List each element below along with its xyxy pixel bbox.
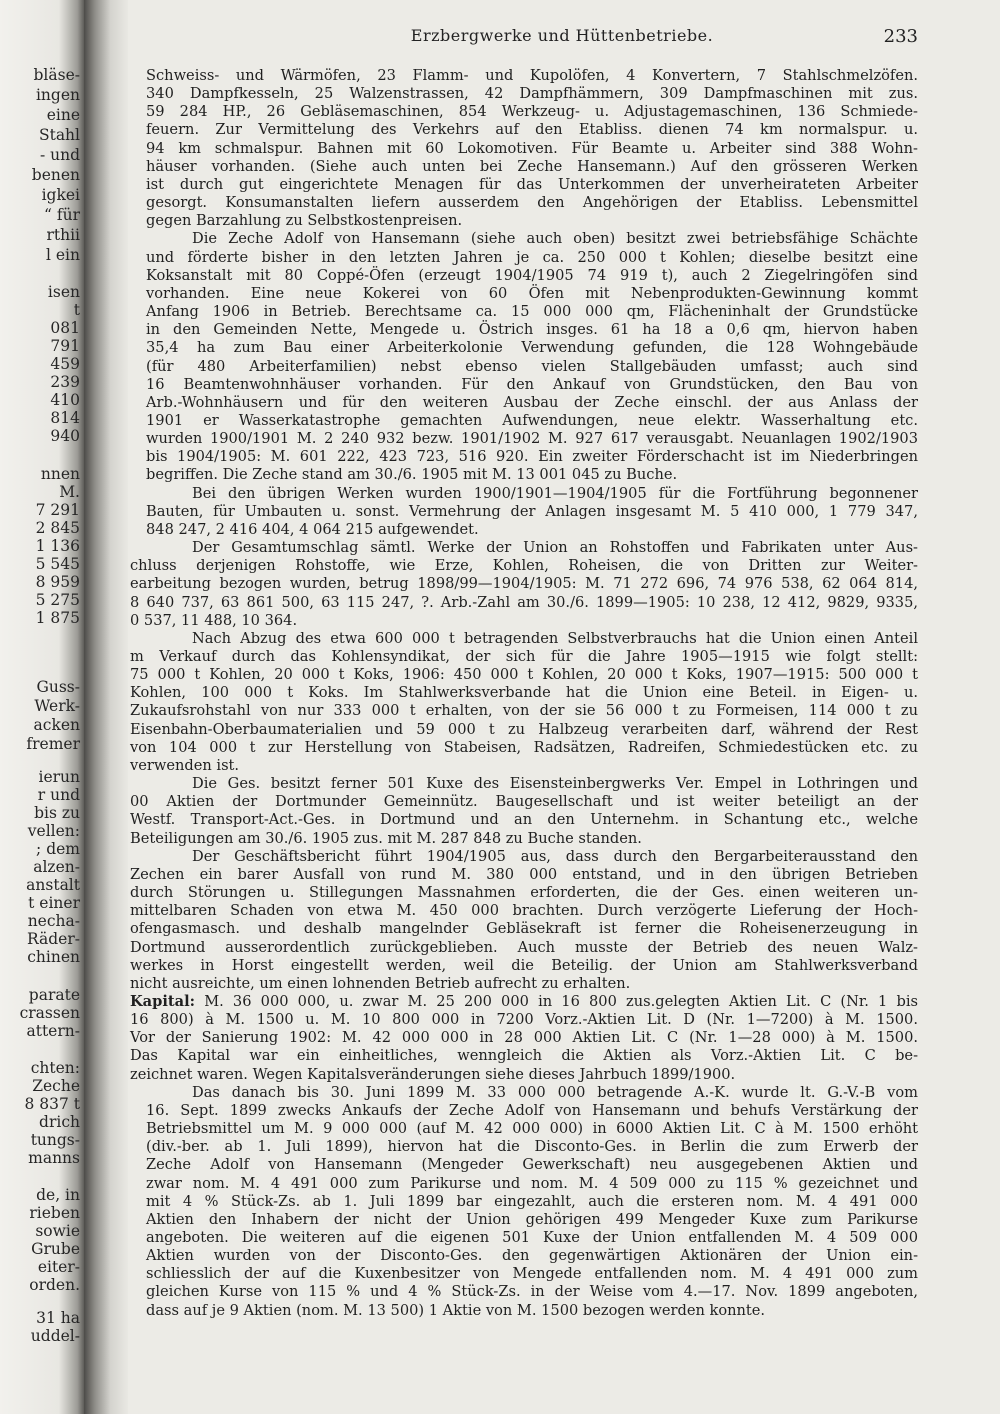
text-line: Zeche Adolf von Hansemann (Mengeder Gewerkschaft) neu ausgegebenen Aktien und bbox=[146, 1156, 918, 1174]
previous-page-fragment: 5 545 bbox=[35, 555, 80, 573]
text-line: Westf. Transport-Act.-Ges. in Dortmund und an den Unternehm. in Schantung etc., welche bbox=[130, 811, 918, 829]
previous-page-fragment: 8 837 t bbox=[24, 1095, 80, 1113]
previous-page-fragment: M. bbox=[59, 483, 80, 501]
text-line: und förderte bisher in den letzten Jahren je ca. 250 000 t Kohlen; dieselbe besitzt eine bbox=[146, 248, 918, 266]
text-line: Der Geschäftsbericht führt 1904/1905 aus, dass durch den Bergarbeiterausstand den bbox=[192, 847, 918, 865]
text-line: 1901 er Wasserkatastrophe gemachten Aufwendungen, neue elektr. Wasserhaltung etc. bbox=[146, 411, 918, 429]
text-line: Koksanstalt mit 80 Coppé-Öfen (erzeugt 1904/1905 74 919 t), auch 2 Ziegelringöfen sind bbox=[146, 266, 918, 284]
text-line: Eisenbahn-Oberbaumaterialien und 59 000 t zu Halbzeug verarbeiten darf, während der Rest bbox=[130, 720, 918, 738]
previous-page-fragment: isen bbox=[47, 283, 80, 301]
previous-page-fragment: sowie bbox=[35, 1222, 80, 1240]
text-line: wurden 1900/1901 M. 2 240 932 bezw. 1901/1902 M. 927 617 verausgabt. Neuanlagen 1902/1903 bbox=[146, 430, 918, 448]
text-line: von 104 000 t zur Herstellung von Stabeisen, Radsätzen, Radreifen, Schmiedestücken etc. zu bbox=[130, 738, 918, 756]
text-line: Die Zeche Adolf von Hansemann (siehe auch oben) besitzt zwei betriebsfähige Schächte bbox=[192, 230, 918, 248]
previous-page-fragment: 7 291 bbox=[35, 501, 80, 519]
previous-page-fragment: 1 875 bbox=[35, 609, 80, 627]
previous-page-fragment: benen bbox=[31, 166, 80, 184]
text-line: zeichnet waren. Wegen Kapitalsveränderungen siehe dieses Jahrbuch 1899/1900. bbox=[130, 1065, 736, 1083]
previous-page-fragment: eiter- bbox=[37, 1258, 80, 1276]
previous-page-fragment: anstalt bbox=[26, 876, 80, 894]
text-line: durch Störungen u. Stillegungen Massnahmen erforderten, die der Ges. einen weiteren un- bbox=[130, 884, 918, 902]
previous-page-fragment: bis zu bbox=[34, 804, 80, 822]
previous-page-fragment: bläse- bbox=[33, 66, 80, 84]
text-line: Zukaufsrohstahl von nur 333 000 t erhalten, von der sie 56 000 t zu Formeisen, 114 000 t zu bbox=[130, 702, 918, 720]
previous-page-fragment: ierun bbox=[38, 768, 80, 786]
previous-page-fragment: chinen bbox=[27, 948, 80, 966]
paragraph bbox=[130, 847, 918, 993]
previous-page-fragment: Zeche bbox=[32, 1077, 80, 1095]
body-text bbox=[130, 67, 918, 1320]
text-line: chluss derjenigen Rohstoffe, wie Erze, Kohlen, Roheisen, die von Dritten zur Weiter- bbox=[130, 557, 918, 575]
previous-page-fragment: 2 845 bbox=[35, 519, 80, 537]
previous-page-fragment: tungs- bbox=[30, 1131, 80, 1149]
text-line: Nach Abzug des etwa 600 000 t betragenden Selbstverbrauchs hat die Union einen Anteil bbox=[192, 629, 918, 647]
text-line: nicht ausreichte, um einen lohnenden Betrieb aufrecht zu erhalten. bbox=[130, 974, 631, 992]
text-line: Vor der Sanierung 1902: M. 42 000 000 in 28 000 Aktien Lit. C (Nr. 1—28 000) à M. 1500. bbox=[130, 1029, 918, 1047]
previous-page-fragment: nnen bbox=[40, 465, 80, 483]
previous-page-fragment: necha- bbox=[27, 912, 80, 930]
text-line: Betriebsmittel um M. 9 000 000 (auf M. 42 000 000) in 6000 Aktien Lit. C à M. 1500 erhöht bbox=[146, 1120, 918, 1138]
previous-page-fragment: drich bbox=[39, 1113, 80, 1131]
previous-page-fragment: rieben bbox=[29, 1204, 80, 1222]
previous-page-fragment: rthii bbox=[46, 226, 80, 244]
paragraph bbox=[146, 1084, 918, 1320]
text-line: 00 Aktien der Dortmunder Gemeinnütz. Baugesellschaft und ist weiter beteiligt an der bbox=[130, 793, 918, 811]
previous-page-fragment: 8 959 bbox=[35, 573, 80, 591]
previous-page-fragment: de, in bbox=[36, 1186, 80, 1204]
text-line: Aktien den Inhabern der nicht der Union gehörigen 499 Mengeder Kuxe zum Parikurse bbox=[146, 1210, 918, 1228]
paragraph bbox=[130, 539, 918, 630]
previous-page-fragment: acken bbox=[33, 716, 80, 734]
previous-page-fragment: eine bbox=[46, 106, 80, 124]
text-line: häuser vorhanden. (Siehe auch unten bei Zeche Hansemann.) Auf den grösseren Werken bbox=[146, 157, 918, 175]
previous-page-fragment: 1 136 bbox=[35, 537, 80, 555]
previous-page-fragment: attern- bbox=[26, 1022, 80, 1040]
text-line: 59 284 HP., 26 Gebläsemaschinen, 854 Werkzeug- u. Adjustagemaschinen, 136 Schmiede- bbox=[146, 103, 918, 121]
text-line: zwar nom. M. 4 491 000 zum Parikurse und nom. M. 4 509 000 zu 115 % gezeichnet und bbox=[146, 1174, 918, 1192]
previous-page-fragment: l ein bbox=[46, 246, 80, 264]
previous-page-fragment: ; dem bbox=[36, 840, 80, 858]
previous-page-fragment: r und bbox=[37, 786, 80, 804]
previous-page-fragment: 940 bbox=[50, 427, 80, 445]
previous-page-fragment: 791 bbox=[50, 337, 80, 355]
text-line: Die Ges. besitzt ferner 501 Kuxe des Eisensteinbergwerks Ver. Empel in Lothringen und bbox=[192, 775, 918, 793]
paragraph bbox=[130, 629, 918, 775]
text-line: 16. Sept. 1899 zwecks Ankaufs der Zeche Adolf von Hansemann und behufs Verstärkung der bbox=[146, 1101, 918, 1119]
book-gutter bbox=[84, 0, 128, 1414]
page-number: 233 bbox=[883, 26, 918, 47]
previous-page-fragment: manns bbox=[28, 1149, 80, 1167]
previous-page-fragment: ingen bbox=[35, 86, 80, 104]
text-line: 75 000 t Kohlen, 20 000 t Koks, 1906: 450 000 t Kohlen, 20 000 t Koks, 1907—1915: 500 000 t bbox=[130, 666, 918, 684]
text-line: angeboten. Die weiteren auf die eigenen 501 Kuxe der Union entfallenden M. 4 509 000 bbox=[146, 1229, 918, 1246]
text-line: gleichen Kurse von 115 % und 4 % Stück-Zs. in der Weise vom 4.—17. Nov. 1899 angeboten, bbox=[146, 1283, 918, 1301]
text-line: Arb.-Wohnhäusern und für den weiteren Ausbau der Zeche einschl. der aus Anlass der bbox=[146, 393, 918, 411]
text-line-content: M. 36 000 000, u. zwar M. 25 200 000 in 16 800 zus.gelegten Aktien Lit. C (Nr. 1 bis bbox=[195, 992, 918, 1010]
previous-page-fragment: chten: bbox=[30, 1059, 80, 1077]
page bbox=[130, 0, 918, 1414]
text-line: bis 1904/1905: M. 601 222, 423 723, 516 920. Ein zweiter Förderschacht ist im Niederbringen bbox=[146, 448, 918, 466]
text-line: Das danach bis 30. Juni 1899 M. 33 000 000 betragende A.-K. wurde lt. G.-V.-B vom bbox=[192, 1083, 918, 1101]
previous-page-fragment: orden. bbox=[29, 1276, 80, 1294]
previous-page-fragment: “ für bbox=[44, 206, 80, 224]
text-line: ist durch gut eingerichtete Menagen für das Unterkommen der unverheirateten Arbeiter bbox=[146, 175, 918, 193]
text-line: 94 km schmalspur. Bahnen mit 60 Lokomotiven. Für Beamte u. Arbeiter sind 388 Wohn- bbox=[146, 139, 918, 157]
text-line: in den Gemeinden Nette, Mengede u. Östrich insges. 61 ha 18 a 0,6 qm, hiervon haben bbox=[146, 321, 918, 339]
previous-page-fragment: 239 bbox=[50, 373, 80, 391]
text-line: begriffen. Die Zeche stand am 30./6. 1905 mit M. 13 001 045 zu Buche. bbox=[146, 466, 678, 484]
text-line: Bei den übrigen Werken wurden 1900/1901—1904/1905 für die Fortführung begonnener bbox=[192, 484, 918, 502]
text-line: 8 640 737, 63 861 500, 63 115 247, ?. Arb.-Zahl am 30./6. 1899—1905: 10 238, 12 412, 9829, 9335, bbox=[130, 593, 918, 611]
text-line: schliesslich der auf die Kuxenbesitzer von Mengede entfallenden nom. M. 4 491 000 zum bbox=[146, 1265, 918, 1283]
text-line: vorhanden. Eine neue Kokerei von 60 Öfen mit Nebenprodukten-Gewinnung kommt bbox=[146, 284, 918, 302]
text-line: Das Kapital war ein einheitliches, wenngleich die Aktien als Vorz.-Aktien Lit. C be- bbox=[130, 1047, 918, 1065]
previous-page-fragment: Guss- bbox=[36, 678, 80, 696]
previous-page-fragment: Grube bbox=[31, 1240, 80, 1258]
previous-page-fragment: - und bbox=[39, 146, 80, 164]
text-line: gesorgt. Konsumanstalten liefern ausserdem den Angehörigen der Etabliss. Lebensmittel bbox=[146, 194, 918, 212]
text-line: Zechen ein barer Ausfall von rund M. 380 000 entstand, und in den übrigen Betrieben bbox=[130, 865, 918, 883]
text-line: verwenden ist. bbox=[130, 756, 240, 774]
text-line: (für 480 Arbeiterfamilien) nebst ebenso vielen Stallgebäuden umfasst; auch sind bbox=[146, 357, 918, 375]
text-line: Der Gesamtumschlag sämtl. Werke der Union an Rohstoffen und Fabrikaten unter Aus- bbox=[192, 539, 918, 557]
text-line: 35,4 ha zum Bau einer Arbeiterkolonie Verwendung gefunden, die 128 Wohngebäude bbox=[146, 339, 918, 357]
text-line: Schweiss- und Wärmöfen, 23 Flamm- und Kupolöfen, 4 Konvertern, 7 Stahlschmelzöfen. bbox=[146, 67, 918, 84]
text-line: Anfang 1906 in Betrieb. Berechtsame ca. 15 000 000 qm, Flächeninhalt der Grundstücke bbox=[146, 303, 918, 321]
text-line: 340 Dampfkesseln, 25 Walzenstrassen, 42 Dampfhämmern, 309 Dampfmaschinen mit zus. bbox=[146, 85, 918, 103]
text-line: 848 247, 2 416 404, 4 064 215 aufgewendet. bbox=[146, 520, 479, 538]
text-line: gegen Barzahlung zu Selbstkostenpreisen. bbox=[146, 212, 463, 230]
paragraph bbox=[146, 230, 918, 484]
text-line: Kohlen, 100 000 t Koks. Im Stahlwerksverbande hat die Union eine Beteil. in Eigen- u. bbox=[130, 684, 918, 702]
text-line: werkes in Horst eingestellt werden, weil die Beteilig. der Union am Stahlwerksverband bbox=[130, 956, 918, 974]
text-line: 16 Beamtenwohnhäuser vorhanden. Für den Ankauf von Grundstücken, den Bau von bbox=[146, 375, 918, 393]
previous-page-edge bbox=[0, 0, 84, 1414]
text-line: feuern. Zur Vermittelung des Verkehrs auf den Etabliss. dienen 74 km normalspur. u. bbox=[146, 121, 918, 139]
previous-page-fragment: Räder- bbox=[26, 930, 80, 948]
previous-page-fragment: uddel- bbox=[30, 1327, 80, 1345]
previous-page-fragment: Stahl bbox=[38, 126, 80, 144]
previous-page-fragment: crassen bbox=[19, 1004, 80, 1022]
previous-page-fragment: 31 ha bbox=[36, 1309, 80, 1327]
text-line: ofengasmasch. und deshalb mangelnder Gebläsekraft ist ferner die Roheisenerzeugung in bbox=[130, 920, 918, 938]
running-title: Erzbergwerke und Hüttenbetriebe. bbox=[410, 26, 714, 45]
text-line: Bauten, für Umbauten u. sonst. Vermehrung der Anlagen insgesamt M. 5 410 000, 1 779 347, bbox=[146, 502, 918, 520]
text-line: 16 800) à M. 1500 u. M. 10 800 000 in 7200 Vorz.-Aktien Lit. D (Nr. 1—7200) à M. 1500. bbox=[130, 1011, 918, 1029]
previous-page-fragment: 410 bbox=[50, 391, 80, 409]
previous-page-fragment: alzen- bbox=[33, 858, 80, 876]
text-line: Aktien wurden von der Disconto-Ges. den gegenwärtigen Aktionären der Union ein- bbox=[146, 1247, 918, 1265]
text-line: mit 4 % Stück-Zs. ab 1. Juli 1899 bar eingezahlt, auch die ersteren nom. M. 4 491 000 bbox=[146, 1192, 918, 1210]
previous-page-fragment: 459 bbox=[50, 355, 80, 373]
previous-page-fragment: vellen: bbox=[27, 822, 80, 840]
previous-page-fragment: igkei bbox=[41, 186, 80, 204]
section-lead: Kapital: bbox=[130, 992, 196, 1010]
previous-page-fragment: t bbox=[73, 301, 80, 319]
previous-page-fragment: Werk- bbox=[34, 697, 80, 715]
paragraph bbox=[146, 485, 918, 539]
previous-page-fragment: 814 bbox=[50, 409, 80, 427]
text-line: m Verkauf durch das Kohlensyndikat, der sich für die Jahre 1905—1915 wie folgt stellt: bbox=[130, 648, 918, 665]
previous-page-fragment: 5 275 bbox=[35, 591, 80, 609]
text-line: dass auf je 9 Aktien (nom. M. 13 500) 1 Aktie von M. 1500 bezogen werden konnte. bbox=[146, 1301, 766, 1319]
text-line: (div.-ber. ab 1. Juli 1899), hiervon hat die Disconto-Ges. in Berlin die zum Erwerb der bbox=[146, 1138, 918, 1156]
text-line bbox=[130, 993, 918, 1011]
previous-page-fragment: t einer bbox=[28, 894, 80, 912]
paragraph bbox=[130, 992, 918, 1084]
text-line: Beteiligungen am 30./6. 1905 zus. mit M. 287 848 zu Buche standen. bbox=[130, 829, 642, 847]
previous-page-fragment: parate bbox=[28, 986, 80, 1004]
previous-page-fragment: fremer bbox=[26, 735, 80, 753]
paragraph bbox=[146, 67, 918, 230]
text-line: 0 537, 11 488, 10 364. bbox=[130, 611, 298, 629]
text-line: mittelbaren Schaden von etwa M. 450 000 brachten. Durch verzögerte Lieferung der Hoch- bbox=[130, 902, 918, 920]
previous-page-fragment: 081 bbox=[50, 319, 80, 337]
page-header bbox=[146, 26, 918, 50]
text-line: Dortmund ausserordentlich zurückgeblieben. Auch musste der Betrieb des neuen Walz- bbox=[130, 938, 918, 956]
text-line: earbeitung bezogen wurden, betrug 1898/99—1904/1905: M. 71 272 696, 74 976 538, 62 064 814, bbox=[130, 575, 918, 593]
paragraph bbox=[130, 775, 918, 848]
